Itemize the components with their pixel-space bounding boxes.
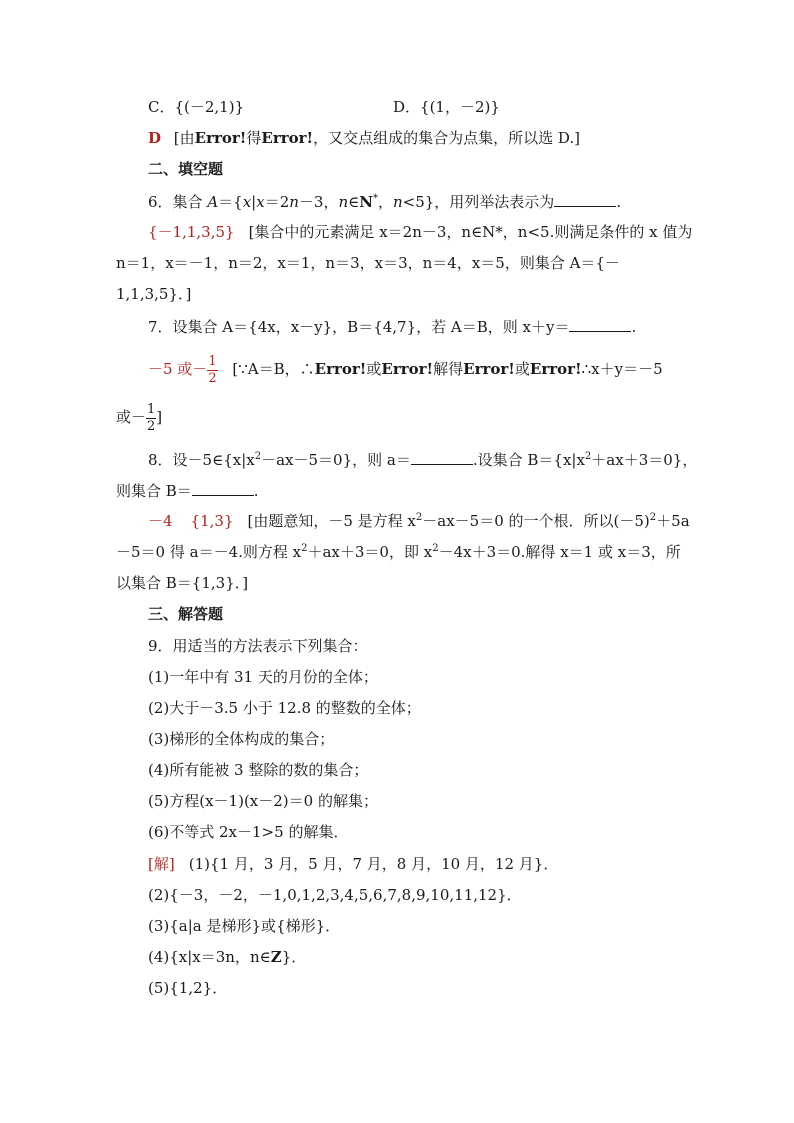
q9-item-4: (4)所有能被 3 整除的数的集合； — [148, 761, 369, 779]
option-c: C．{(－2,1)} — [148, 98, 245, 116]
fraction-one-half: $\frac{1}{2}$ — [147, 401, 156, 434]
section-heading-solutions: 三、解答题 — [148, 605, 224, 623]
q8-explanation-line2: －5＝0 得 a＝－4.则方程 $x^2+ax+3=0$，即 $x^2-4x+3=0$.解得 x＝1 或 x＝3，所 — [116, 543, 681, 561]
q6-explanation-line1: {－1,1,3,5} [集合中的元素满足 x＝2n－3，n∈N*，n<5.则满足条件的 x 值为 — [148, 223, 693, 241]
q9-solution-5: (5){1,2}． — [148, 979, 228, 997]
q8-explanation-line3: 以集合 B＝{1,3}．] — [116, 574, 249, 592]
question-8-line2: 则集合 B＝ . — [116, 479, 259, 501]
fraction-one-half: $\frac{1}{2}$ — [208, 353, 217, 386]
q9-item-6: (6)不等式 2x－1>5 的解集． — [148, 823, 349, 841]
answer-blank-a[interactable] — [411, 448, 473, 465]
q7-explanation-line1: －5 或－ $\frac{1}{2}$ [∵A＝B，∴Error!或Error!解得Error!或Error!∴x＋y＝－5 — [148, 353, 663, 386]
option-d: D．{(1，－2)} — [393, 98, 500, 116]
q9-item-5: (5)方程(x－1)(x－2)＝0 的解集； — [148, 792, 378, 810]
answer-blank[interactable] — [554, 190, 616, 207]
q9-solution-4: (4){x|x＝3n，n∈Z}． — [148, 948, 307, 966]
question-7: 7．设集合 A＝{4x，x－y}，B＝{4,7}，若 A＝B，则 x＋y＝ . — [148, 315, 636, 337]
answer-blank-b[interactable] — [192, 479, 254, 496]
section-heading-fill-in: 二、填空题 — [148, 160, 224, 178]
q7-explanation-line2: 或－ $\frac{1}{2}$ ] — [116, 401, 163, 434]
question-9-stem: 9．用适当的方法表示下列集合： — [148, 637, 368, 655]
q5-explanation: D [由Error!得Error!，又交点组成的集合为点集，所以选 D.] — [148, 129, 581, 147]
q9-solution-1: [解] (1){1 月，3 月，5 月，7 月，8 月，10 月，12 月}． — [148, 855, 559, 873]
q8-explanation-line1: －4 {1,3} [由题意知，－5 是方程 $x^2-ax-5=0$ 的一个根．所以$(-5)^2+5a$ — [148, 512, 690, 530]
q6-explanation-line2: n＝1，x＝－1，n＝2，x＝1，n＝3，x＝3，n＝4，x＝5，则集合 A＝{－ — [116, 254, 620, 272]
q9-solution-3: (3){a|a 是梯形}或{梯形}． — [148, 917, 341, 935]
answer-letter: D — [148, 129, 162, 147]
answer-blank[interactable] — [569, 315, 631, 332]
q9-item-1: (1)一年中有 31 天的月份的全体； — [148, 668, 378, 686]
q6-explanation-line3: 1,1,3,5}．] — [116, 285, 192, 303]
q9-item-2: (2)大于－3.5 小于 12.8 的整数的全体； — [148, 699, 421, 717]
question-6: 6．集合 A＝{x|x＝2n－3，n∈N*，n<5}，用列举法表示为 . — [148, 190, 621, 212]
q9-solution-2: (2){－3，－2，－1,0,1,2,3,4,5,6,7,8,9,10,11,12}． — [148, 886, 522, 904]
question-8-line1: 8．设$-5\in\{x|x^2-ax-5=0\}$，则 a＝ .设集合 $B=\{x|x^2+ax+3=0\}$， — [148, 448, 697, 470]
q6-answer: {－1,1,3,5} — [148, 223, 235, 241]
q9-item-3: (3)梯形的全体构成的集合； — [148, 730, 335, 748]
solution-label: [解] — [148, 855, 175, 873]
